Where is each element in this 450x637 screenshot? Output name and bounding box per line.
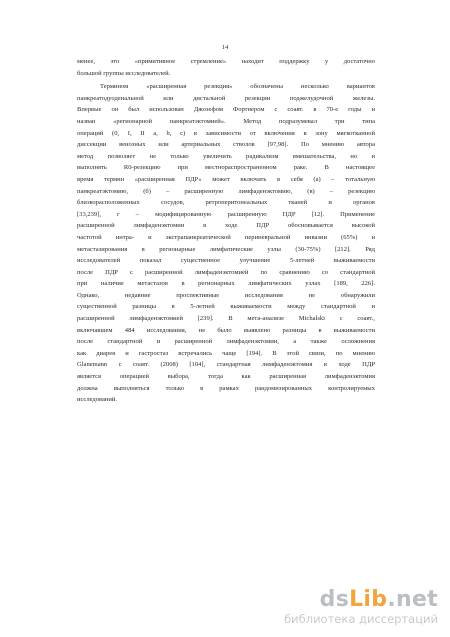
text-line: Однако, недавние проспективные исследования не обнаружили (77, 291, 375, 299)
text-line: время термин «расширенная ПДР» может включать в себя (а) – тотальную (77, 175, 375, 183)
text-line: близкорасположенных сосудов, ретроперитонеальных тканей и органов (77, 199, 375, 207)
text-line: расширенной лимфаденэктомией [239]. В мета-анализе Michalski с соавт., (77, 315, 375, 323)
text-line: менее, это «примитивное стремление» находит поддержку у достаточно (77, 58, 375, 65)
text-line: включавшем 484 исследования, не было выявлено разницы в выживаемости (77, 326, 375, 334)
text-line: существенной разницы в 5-летней выживаемости между стандартной и (77, 303, 375, 311)
text-line: диссекции венозных или артериальных стволов [97,98]. По мнению автора (77, 141, 375, 149)
text-line: операций (0, I, II a, b, c) в зависимости от включения в зону мягкотканной (77, 129, 375, 137)
text-line: панкреатэктомию, (б) – расширенную лимфаденэктомию, (в) – резекцию (77, 187, 375, 195)
text-line: расширенной лимфаденэктомии в ходе ПДР обосновывается высокой (77, 222, 375, 230)
text-line: Термином «расширенная резекция» обозначены несколько вариантов (100, 83, 375, 91)
text-line: выполнять R0-резекцию при местнораспространенном раке. В настоящее (77, 164, 375, 172)
text-line: назван «регионарной панкреатэктомией». Метод подразумевал три типа (77, 117, 375, 125)
text-line: панкреатодуоденальной или дистальной резекции поджелудочной железы. (77, 94, 375, 102)
dslib-subtitle: библиотека диссертаций (284, 612, 438, 626)
text-line: после ПДР с расширенной лимфаденэктомией по сравнению со стандартной (77, 268, 375, 276)
text-line: [33,239], г – модифицированную расширенную ПДР [12]. Применение (77, 210, 375, 218)
text-line: метастазирования в регионарные лимфатические узлы (30-75%) [212]. Ряд (77, 245, 375, 253)
text-line: большой группы исследователей. (77, 69, 171, 77)
text-line: при наличие метастазов в регионарных лимфатических узлах [189, 226]. (77, 280, 375, 288)
page-number: 14 (221, 44, 229, 51)
body-text (77, 56, 375, 406)
text-line: Впервые он был использован Джозефом Фортнером с соавт. в 70-е годы и (77, 106, 375, 114)
dslib-watermark (284, 589, 438, 626)
text-line: исследований. (77, 396, 118, 404)
text-line: должна выполняться только в рамках рандомизированных контролируемых (77, 384, 375, 392)
text-line: после стандартной и расширенной лимфаденэктомии, а также осложнения (77, 338, 375, 346)
text-line: является операцией выбора, тогда как расширенная лимфаденэктомия (77, 373, 375, 381)
text-line: как диарея и гастростаз встречались чаще [194]. В этой связи, по мнению (77, 349, 375, 357)
dslib-logo: dsLib.net (319, 587, 438, 612)
text-line: метод позволяет не только увеличить радикализм вмешательства, но и (77, 152, 375, 160)
text-line: Glanemann с соавт. (2008) [104], стандартная лимфаденэктомия в ходе ПДР (77, 361, 375, 369)
text-line: исследователей показал существенное улучшение 5-летней выживаемости (77, 257, 375, 265)
text-line: частотой интра- и экстрапанкреатической периневральной инвазии (65%) и (77, 233, 375, 241)
